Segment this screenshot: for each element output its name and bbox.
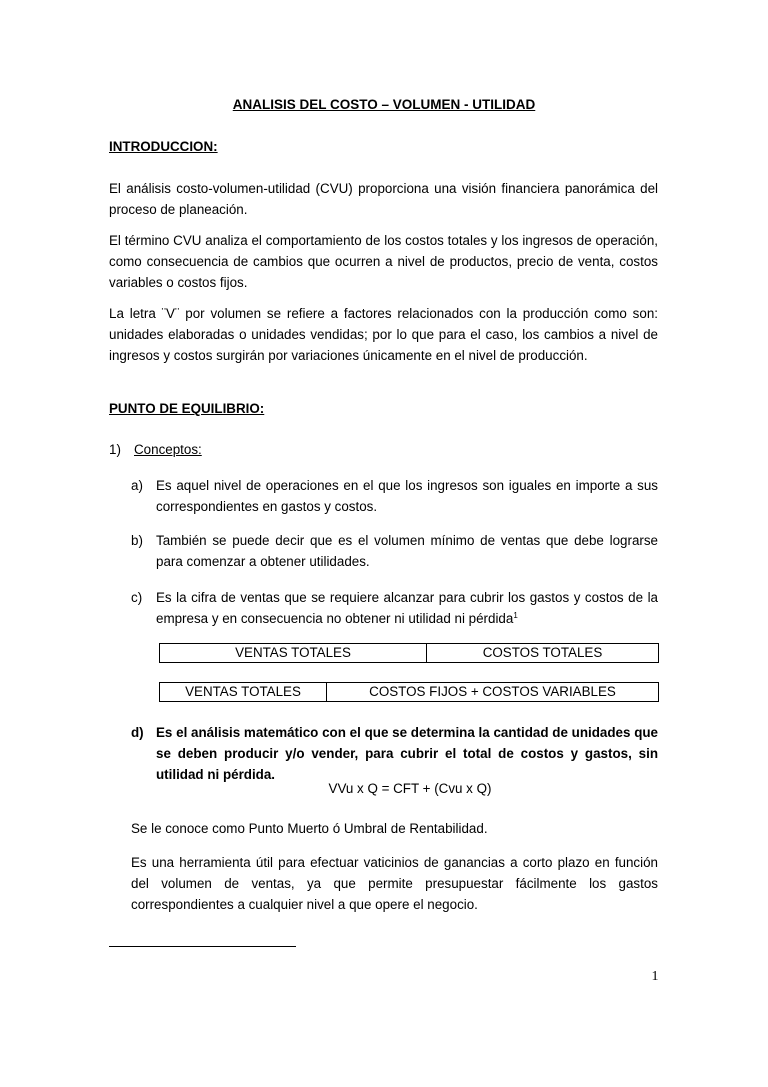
section-conceptos (109, 439, 202, 460)
footnote-reference: 1 (513, 611, 518, 620)
page-number: 1 (651, 969, 659, 984)
list-item-text-content: Es la cifra de ventas que se requiere alcanzar para cubrir los gastos y costos de la empresa y en consecuencia no obtener ni utilidad ni pérdida (156, 590, 658, 626)
list-item-text: Es aquel nivel de operaciones en el que los ingresos son iguales en importe a sus correspondientes en gastos y costos. (156, 478, 658, 514)
table-ventas-costos (159, 643, 659, 663)
section-title: Conceptos: (134, 442, 202, 457)
intro-heading: INTRODUCCION: (109, 139, 218, 154)
list-item-text: También se puede decir que es el volumen mínimo de ventas que debe lograrse para comenzar a obtener utilidades. (156, 533, 658, 569)
intro-paragraph-3: La letra ¨V¨ por volumen se refiere a factores relacionados con la producción como son: unidades elaboradas o unidades vendidas; por lo que para el caso, los cambios a nivel de ingresos y costos surgirán por variaciones únicamente en el nivel de producción. (109, 306, 658, 363)
list-item (131, 587, 658, 629)
list-item-text: Es el análisis matemático con el que se determina la cantidad de unidades que se deben producir y/o vender, para cubrir el total de costos y gastos, sin utilidad ni pérdida. (156, 725, 658, 782)
list-item-label: a) (131, 478, 143, 493)
list-item-label: d) (131, 725, 144, 740)
intro-paragraph-1: El análisis costo-volumen-utilidad (CVU) proporciona una visión financiera panorámica del proceso de planeación. (109, 181, 658, 217)
list-item (131, 475, 658, 517)
footnote-separator (109, 946, 296, 947)
table-ventas-costos-desglose (159, 682, 659, 702)
equilibrio-heading: PUNTO DE EQUILIBRIO: (109, 401, 265, 416)
list-item-label: b) (131, 533, 143, 548)
table-cell-ventas-totales: VENTAS TOTALES (185, 684, 301, 699)
table-cell-ventas-totales: VENTAS TOTALES (235, 645, 351, 660)
table-cell-costos-fijos-variables: COSTOS FIJOS + COSTOS VARIABLES (326, 683, 658, 701)
herramienta-paragraph: Es una herramienta útil para efectuar vaticinios de ganancias a corto plazo en función del volumen de ventas, ya que permite presupuestar fácilmente los gastos correspondientes a cualquier nivel a que opere el negocio. (131, 855, 658, 912)
section-number: 1) (109, 442, 121, 457)
list-item-label: c) (131, 590, 143, 605)
table-cell-costos-totales: COSTOS TOTALES (426, 644, 658, 662)
equilibrium-formula: VVu x Q = CFT + (Cvu x Q) (328, 781, 492, 796)
document-title: ANALISIS DEL COSTO – VOLUMEN - UTILIDAD (232, 97, 536, 112)
list-item-text (156, 587, 658, 629)
punto-muerto-paragraph: Se le conoce como Punto Muerto ó Umbral de Rentabilidad. (131, 821, 488, 836)
intro-paragraph-2: El término CVU analiza el comportamiento de los costos totales y los ingresos de operación, como consecuencia de cambios que ocurren a nivel de productos, precio de venta, costos variables o costos fijos. (109, 233, 658, 290)
list-item (131, 530, 658, 572)
list-item (131, 722, 658, 785)
